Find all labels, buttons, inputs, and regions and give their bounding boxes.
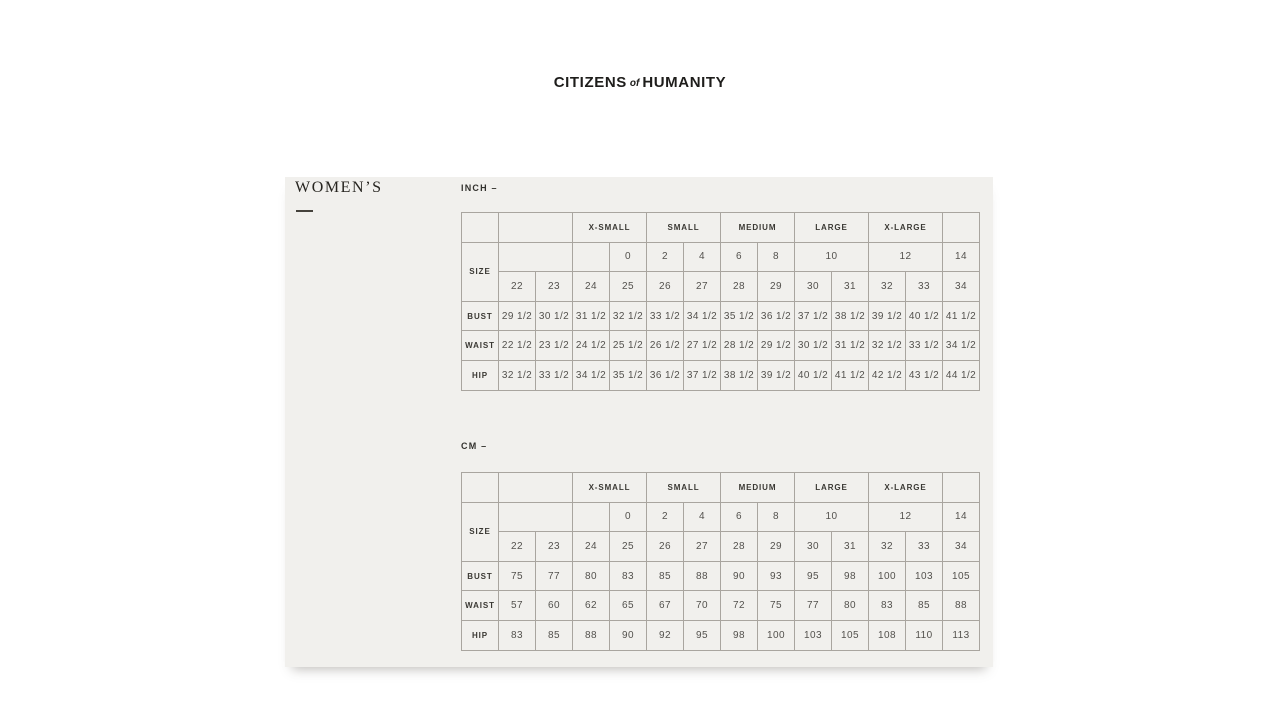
measurement-row bbox=[462, 591, 980, 621]
table-label-cell: X-LARGE bbox=[869, 473, 943, 503]
table-value-cell: 36 1/2 bbox=[758, 301, 795, 331]
table-header-row bbox=[462, 272, 980, 302]
section-title: WOMEN’S bbox=[295, 179, 383, 196]
table-value-cell: 34 bbox=[943, 272, 980, 302]
table-value-cell: 67 bbox=[647, 591, 684, 621]
table-value-cell: 34 bbox=[943, 532, 980, 562]
table-label-cell: SIZE bbox=[462, 502, 499, 561]
table-value-cell: 6 bbox=[721, 242, 758, 272]
table-empty-cell bbox=[573, 502, 610, 532]
table-value-cell: 25 bbox=[610, 272, 647, 302]
table-value-cell: 29 1/2 bbox=[758, 331, 795, 361]
table-value-cell: 93 bbox=[758, 561, 795, 591]
table-value-cell: 22 bbox=[499, 272, 536, 302]
table-value-cell: 40 1/2 bbox=[906, 301, 943, 331]
table-value-cell: 32 bbox=[869, 272, 906, 302]
table-label-cell: SMALL bbox=[647, 473, 721, 503]
table-empty-cell bbox=[462, 473, 499, 503]
table-value-cell: 83 bbox=[869, 591, 906, 621]
table-value-cell: 85 bbox=[906, 591, 943, 621]
table-value-cell: 33 1/2 bbox=[906, 331, 943, 361]
table-value-cell: 8 bbox=[758, 242, 795, 272]
table-value-cell: 44 1/2 bbox=[943, 360, 980, 390]
table-value-cell: 4 bbox=[684, 242, 721, 272]
table-value-cell: 90 bbox=[610, 620, 647, 650]
table-value-cell: 34 1/2 bbox=[943, 331, 980, 361]
table-value-cell: 4 bbox=[684, 502, 721, 532]
cm-size-table-slot bbox=[461, 472, 980, 651]
table-value-cell: 31 bbox=[832, 272, 869, 302]
table-value-cell: 28 bbox=[721, 272, 758, 302]
table-value-cell: 33 bbox=[906, 272, 943, 302]
table-value-cell: 36 1/2 bbox=[647, 360, 684, 390]
table-value-cell: 39 1/2 bbox=[758, 360, 795, 390]
table-empty-cell bbox=[573, 242, 610, 272]
table-label-cell: LARGE bbox=[795, 213, 869, 243]
brand-logo-citizens: CITIZENS bbox=[553, 74, 627, 91]
table-value-cell: 27 bbox=[684, 272, 721, 302]
table-value-cell: 10 bbox=[795, 242, 869, 272]
table-value-cell: 24 1/2 bbox=[573, 331, 610, 361]
table-value-cell: 85 bbox=[647, 561, 684, 591]
table-value-cell: 14 bbox=[943, 242, 980, 272]
brand-logo bbox=[0, 74, 1280, 92]
table-value-cell: 95 bbox=[795, 561, 832, 591]
table-value-cell: 37 1/2 bbox=[795, 301, 832, 331]
table-label-cell: LARGE bbox=[795, 473, 869, 503]
table-value-cell: 75 bbox=[499, 561, 536, 591]
table-value-cell: 0 bbox=[610, 502, 647, 532]
table-value-cell: 30 1/2 bbox=[536, 301, 573, 331]
table-header-row bbox=[462, 532, 980, 562]
table-value-cell: 23 bbox=[536, 532, 573, 562]
table-empty-cell bbox=[943, 213, 980, 243]
table-value-cell: 105 bbox=[832, 620, 869, 650]
table-label-cell: X-SMALL bbox=[573, 473, 647, 503]
table-value-cell: 24 bbox=[573, 272, 610, 302]
table-value-cell: 27 1/2 bbox=[684, 331, 721, 361]
table-header-row bbox=[462, 502, 980, 532]
table-value-cell: 31 bbox=[832, 532, 869, 562]
table-value-cell: 37 1/2 bbox=[684, 360, 721, 390]
table-value-cell: 77 bbox=[536, 561, 573, 591]
table-empty-cell bbox=[499, 242, 573, 272]
table-label-cell: BUST bbox=[462, 301, 499, 331]
table-label-cell: WAIST bbox=[462, 591, 499, 621]
measurement-row bbox=[462, 301, 980, 331]
table-value-cell: 12 bbox=[869, 502, 943, 532]
brand-logo-humanity: HUMANITY bbox=[642, 74, 727, 91]
table-value-cell: 23 1/2 bbox=[536, 331, 573, 361]
table-value-cell: 88 bbox=[573, 620, 610, 650]
table-empty-cell bbox=[499, 473, 573, 503]
table-value-cell: 23 bbox=[536, 272, 573, 302]
table-value-cell: 80 bbox=[832, 591, 869, 621]
measurement-row bbox=[462, 331, 980, 361]
table-value-cell: 113 bbox=[943, 620, 980, 650]
table-value-cell: 95 bbox=[684, 620, 721, 650]
table-empty-cell bbox=[462, 213, 499, 243]
table-label-cell: HIP bbox=[462, 360, 499, 390]
table-value-cell: 32 1/2 bbox=[869, 331, 906, 361]
table-value-cell: 33 bbox=[906, 532, 943, 562]
table-value-cell: 108 bbox=[869, 620, 906, 650]
table-value-cell: 72 bbox=[721, 591, 758, 621]
table-value-cell: 38 1/2 bbox=[832, 301, 869, 331]
table-value-cell: 83 bbox=[499, 620, 536, 650]
table-value-cell: 30 1/2 bbox=[795, 331, 832, 361]
table-value-cell: 103 bbox=[906, 561, 943, 591]
table-value-cell: 32 1/2 bbox=[610, 301, 647, 331]
table-value-cell: 75 bbox=[758, 591, 795, 621]
table-value-cell: 43 1/2 bbox=[906, 360, 943, 390]
table-value-cell: 28 1/2 bbox=[721, 331, 758, 361]
table-value-cell: 41 1/2 bbox=[943, 301, 980, 331]
table-label-cell: WAIST bbox=[462, 331, 499, 361]
table-value-cell: 65 bbox=[610, 591, 647, 621]
table-value-cell: 57 bbox=[499, 591, 536, 621]
table-value-cell: 26 bbox=[647, 532, 684, 562]
table-value-cell: 6 bbox=[721, 502, 758, 532]
table-label-cell: MEDIUM bbox=[721, 473, 795, 503]
table-value-cell: 30 bbox=[795, 532, 832, 562]
table-value-cell: 35 1/2 bbox=[610, 360, 647, 390]
table-value-cell: 70 bbox=[684, 591, 721, 621]
table-header-row bbox=[462, 213, 980, 243]
table-value-cell: 2 bbox=[647, 242, 684, 272]
table-header-row bbox=[462, 242, 980, 272]
table-value-cell: 24 bbox=[573, 532, 610, 562]
table-value-cell: 42 1/2 bbox=[869, 360, 906, 390]
table-value-cell: 22 1/2 bbox=[499, 331, 536, 361]
table-value-cell: 103 bbox=[795, 620, 832, 650]
table-value-cell: 90 bbox=[721, 561, 758, 591]
table-value-cell: 62 bbox=[573, 591, 610, 621]
table-value-cell: 100 bbox=[758, 620, 795, 650]
table-value-cell: 26 bbox=[647, 272, 684, 302]
table-value-cell: 83 bbox=[610, 561, 647, 591]
table-value-cell: 8 bbox=[758, 502, 795, 532]
table-value-cell: 32 1/2 bbox=[499, 360, 536, 390]
title-dash bbox=[296, 210, 313, 212]
table-value-cell: 38 1/2 bbox=[721, 360, 758, 390]
table-value-cell: 29 bbox=[758, 532, 795, 562]
table-value-cell: 77 bbox=[795, 591, 832, 621]
measurement-row bbox=[462, 360, 980, 390]
table-label-cell: MEDIUM bbox=[721, 213, 795, 243]
table-value-cell: 41 1/2 bbox=[832, 360, 869, 390]
table-value-cell: 25 1/2 bbox=[610, 331, 647, 361]
table-value-cell: 26 1/2 bbox=[647, 331, 684, 361]
measurement-row bbox=[462, 620, 980, 650]
table-label-cell: BUST bbox=[462, 561, 499, 591]
table-value-cell: 28 bbox=[721, 532, 758, 562]
unit-label-cm: CM – bbox=[461, 441, 488, 451]
table-value-cell: 92 bbox=[647, 620, 684, 650]
table-value-cell: 2 bbox=[647, 502, 684, 532]
table-value-cell: 34 1/2 bbox=[573, 360, 610, 390]
table-label-cell: HIP bbox=[462, 620, 499, 650]
brand-logo-of: of bbox=[629, 78, 640, 89]
table-value-cell: 0 bbox=[610, 242, 647, 272]
table-value-cell: 35 1/2 bbox=[721, 301, 758, 331]
table-label-cell: SMALL bbox=[647, 213, 721, 243]
table-label-cell: X-LARGE bbox=[869, 213, 943, 243]
table-value-cell: 88 bbox=[684, 561, 721, 591]
table-value-cell: 80 bbox=[573, 561, 610, 591]
table-empty-cell bbox=[499, 502, 573, 532]
table-value-cell: 33 1/2 bbox=[647, 301, 684, 331]
table-empty-cell bbox=[943, 473, 980, 503]
unit-label-inch: INCH – bbox=[461, 183, 498, 193]
table-value-cell: 98 bbox=[721, 620, 758, 650]
table-value-cell: 29 bbox=[758, 272, 795, 302]
table-value-cell: 85 bbox=[536, 620, 573, 650]
table-value-cell: 88 bbox=[943, 591, 980, 621]
table-value-cell: 100 bbox=[869, 561, 906, 591]
table-value-cell: 30 bbox=[795, 272, 832, 302]
size-guide-panel bbox=[285, 177, 993, 667]
table-empty-cell bbox=[499, 213, 573, 243]
table-value-cell: 27 bbox=[684, 532, 721, 562]
table-value-cell: 34 1/2 bbox=[684, 301, 721, 331]
table-value-cell: 105 bbox=[943, 561, 980, 591]
table-value-cell: 22 bbox=[499, 532, 536, 562]
table-value-cell: 110 bbox=[906, 620, 943, 650]
table-value-cell: 12 bbox=[869, 242, 943, 272]
table-value-cell: 32 bbox=[869, 532, 906, 562]
table-value-cell: 40 1/2 bbox=[795, 360, 832, 390]
cm-size-table bbox=[461, 472, 980, 651]
table-header-row bbox=[462, 473, 980, 503]
table-value-cell: 31 1/2 bbox=[832, 331, 869, 361]
inch-size-table bbox=[461, 212, 980, 391]
table-value-cell: 60 bbox=[536, 591, 573, 621]
table-value-cell: 33 1/2 bbox=[536, 360, 573, 390]
table-value-cell: 29 1/2 bbox=[499, 301, 536, 331]
table-label-cell: SIZE bbox=[462, 242, 499, 301]
table-value-cell: 25 bbox=[610, 532, 647, 562]
table-value-cell: 10 bbox=[795, 502, 869, 532]
measurement-row bbox=[462, 561, 980, 591]
table-value-cell: 39 1/2 bbox=[869, 301, 906, 331]
table-value-cell: 98 bbox=[832, 561, 869, 591]
inch-size-table-slot bbox=[461, 212, 980, 391]
table-value-cell: 14 bbox=[943, 502, 980, 532]
table-value-cell: 31 1/2 bbox=[573, 301, 610, 331]
table-label-cell: X-SMALL bbox=[573, 213, 647, 243]
